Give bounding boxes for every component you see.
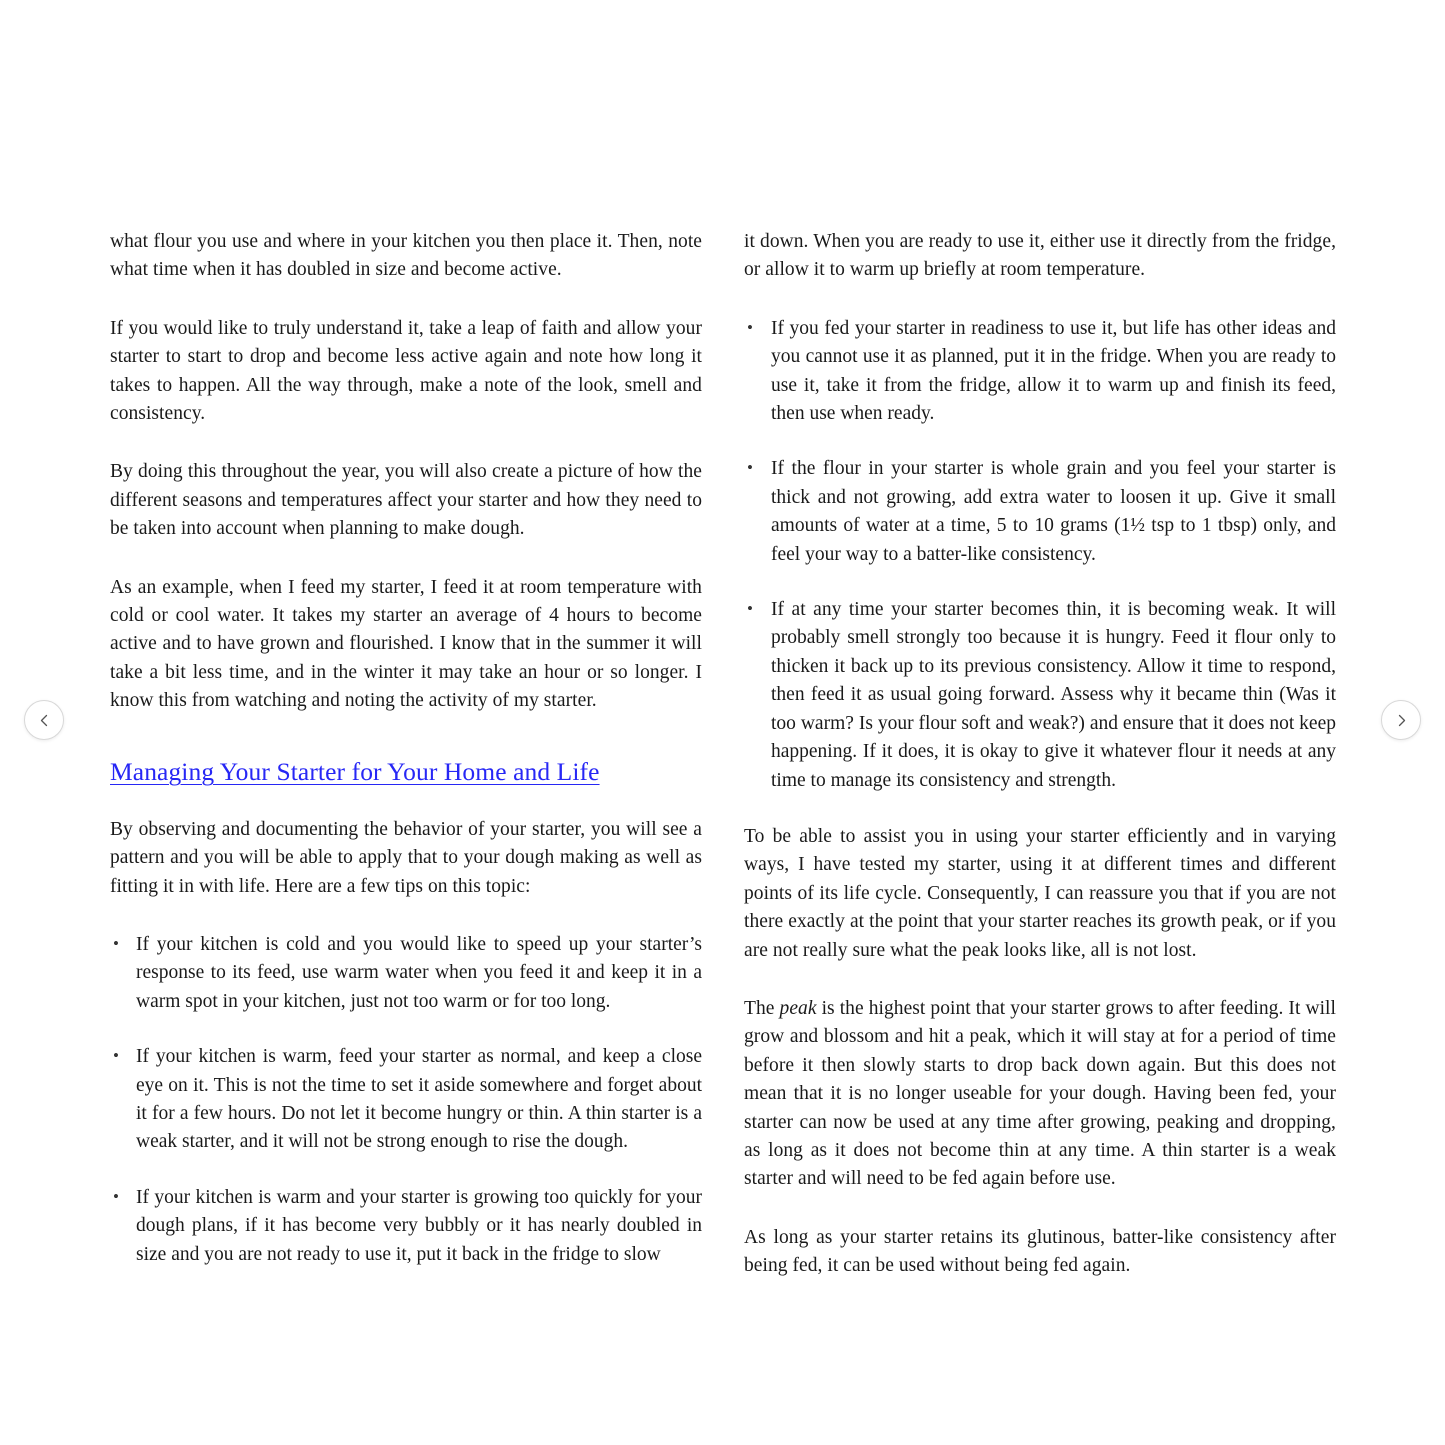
previous-page-button[interactable] (24, 700, 64, 740)
peak-rest: is the highest point that your starter grows to after feeding. It will grow and blossom and hit a peak, which it will stay at for a period of time before it then slowly starts to drop back down again. But this does not mean that it is no longer useable for your dough. Having been fed, your starter can now be used at any time after growing, peaking and dropping, as long as it does not become thin at any time. A thin starter is a weak starter and will need to be fed again before use. (744, 997, 1336, 1190)
peak-lead: The (744, 997, 780, 1019)
paragraph: By observing and documenting the behavior of your starter, you will see a pattern and you will be able to apply that to your dough making as well as fitting it in with life. Here are a few tips on this topic: (110, 818, 702, 897)
paragraph: it down. When you are ready to use it, either use it directly from the fridge, or allow it to warm up briefly at room temperature. (744, 231, 1336, 281)
section-heading[interactable]: Managing Your Starter for Your Home and Life (110, 756, 600, 786)
list-item: • If you fed your starter in readiness to use it, but life has other ideas and you cannot use it as planned, put it in the fridge. When you are ready to use it, take it from the fridge, allow it to warm up and finish its feed, then use when ready. (744, 315, 1336, 429)
list-item: • If at any time your starter becomes thin, it is becoming weak. It will probably smell strongly too because it is hungry. Feed it flour only to thicken it back up to its previous consistency. Allow it time to respond, then feed it as usual going forward. Assess why it became thin (Was it too warm? Is your flour soft and weak?) and ensure that it does not keep happening. If it does, it is okay to give it whatever flour it needs at any time to manage its consistency and strength. (744, 596, 1336, 795)
list-item: • If your kitchen is warm and your starter is growing too quickly for your dough plans, if it has become very bubbly or it has nearly doubled in size and you are not ready to use it, put it back in the fridge to slow (110, 1184, 702, 1269)
peak-paragraph (744, 995, 1336, 1194)
chevron-right-icon (1395, 714, 1408, 727)
paragraph: what flour you use and where in your kitchen you then place it. Then, note what time when it has doubled in size and become active. (110, 231, 702, 281)
list-item: • If the flour in your starter is whole grain and you feel your starter is thick and not growing, add extra water to loosen it up. Give it small amounts of water at a time, 5 to 10 grams (1½ tsp to 1 tbsp) only, and feel your way to a batter-like consistency. (744, 455, 1336, 569)
page-content (110, 228, 1335, 1297)
paragraph: By doing this throughout the year, you will also create a picture of how the different seasons and temperatures affect your starter and how they need to be taken into account when planning to make dough. (110, 461, 702, 540)
paragraph: As long as your starter retains its glutinous, batter-like consistency after being fed, it can be used without being fed again. (744, 1226, 1336, 1277)
paragraph: If you would like to truly understand it, take a leap of faith and allow your starter to start to drop and become less active again and note how long it takes to happen. All the way through, make a note of the look, smell and consistency. (110, 317, 702, 425)
tips-list-continued (744, 315, 1336, 795)
list-item: • If your kitchen is cold and you would like to speed up your starter’s response to its feed, use warm water when you feed it and keep it in a warm spot in your kitchen, just not too warm or for too long. (110, 931, 702, 1016)
list-item: • If your kitchen is warm, feed your starter as normal, and keep a close eye on it. This is not the time to set it aside somewhere and forget about it for a few hours. Do not let it become hungry or thin. A thin starter is a weak starter, and it will not be strong enough to rise the dough. (110, 1043, 702, 1157)
paragraph: To be able to assist you in using your starter efficiently and in varying ways, I have tested my starter, using it at different times and different points of its life cycle. Consequently, I can reassure you that if you are not there exactly at the point that your starter reaches its growth peak, or if you are not really sure what the peak looks like, all is not lost. (744, 825, 1336, 961)
left-column (110, 228, 702, 1297)
peak-emphasis: peak (779, 997, 817, 1019)
right-column (744, 228, 1336, 1297)
chevron-left-icon (38, 714, 51, 727)
paragraph: As an example, when I feed my starter, I feed it at room temperature with cold or cool water. It takes my starter an average of 4 hours to become active and to have grown and flourished. I know that in the summer it will take a bit less time, and in the winter it may take an hour or so longer. I know this from watching and noting the activity of my starter. (110, 576, 702, 712)
next-page-button[interactable] (1381, 700, 1421, 740)
tips-list (110, 931, 702, 1269)
